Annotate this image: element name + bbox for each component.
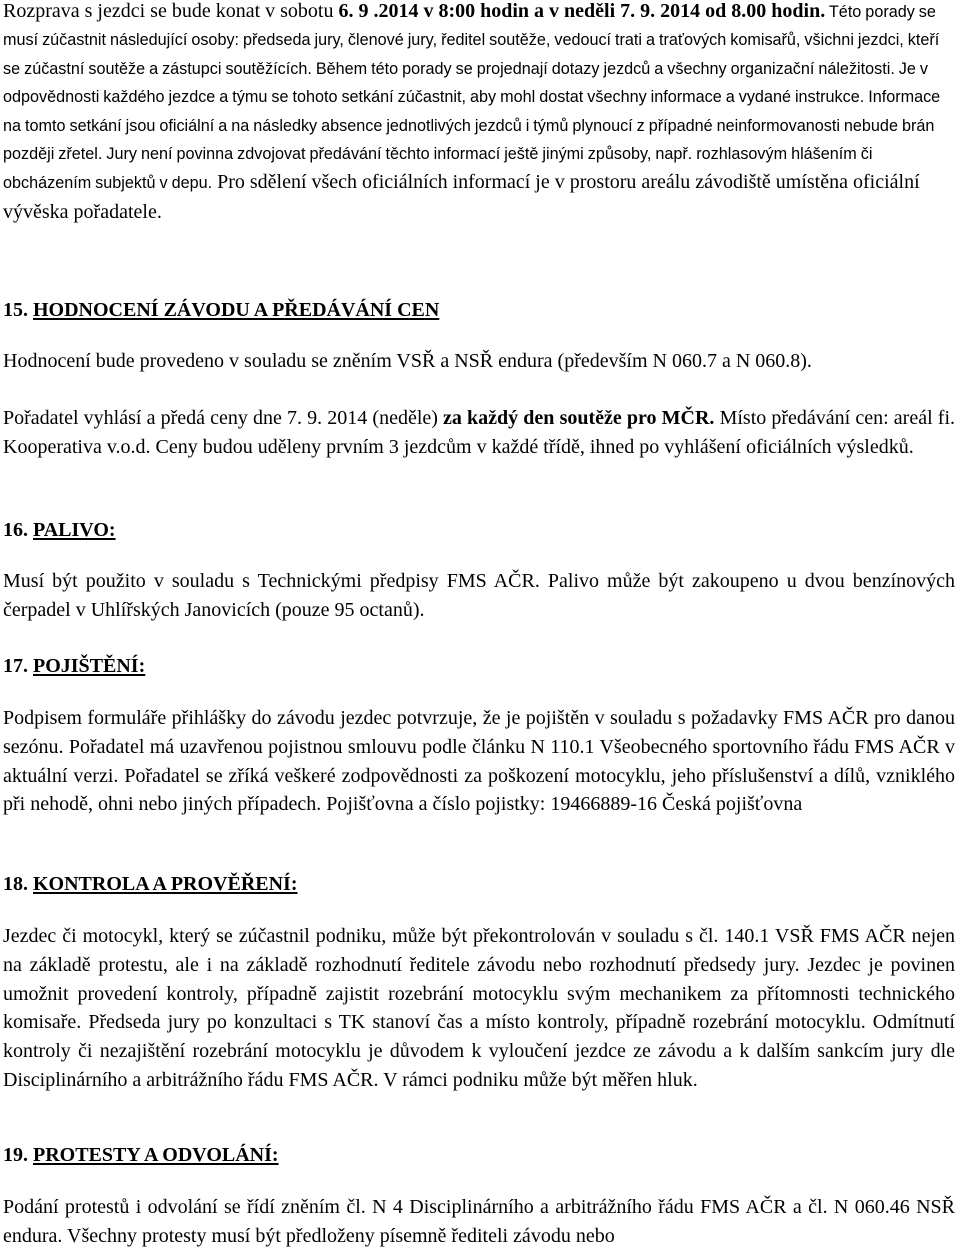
intro-tail-text: Pro sdělení všech oficiálních informací je v prostoru areálu závodiště umístěna oficiální vývěska pořadatele. [3, 171, 920, 223]
section-17-paragraph: Podpisem formuláře přihlášky do závodu jezdec potvrzuje, že je pojištěn v souladu s požadavky FMS AČR pro danou sezónu. Pořadatel má uzavřenou pojistnou smlouvu podle článku N 110.1 Všeobecného sportovního řádu FMS AČR v aktuální verzi. Pořadatel se zříká veškeré zodpovědnosti za poškození motocyklu, jeho příslušenství a dílů, vzniklého při nehodě, ohni nebo jiných případech. Pojišťovna a číslo pojistky: 19466889-16 Česká pojišťovna [3, 707, 955, 816]
section-15-p2-tail: Místo předávání cen: areál fi. Kooperativa v.o.d. Ceny budou uděleny prvním 3 jezdcům v každé třídě, ihned po vyhlášení oficiálních výsledků. [3, 407, 955, 458]
section-19-paragraph: Podání protestů i odvolání se řídí zněním čl. N 4 Disciplinárního a arbitrážního řádu FMS AČR a čl. N 060.46 NSŘ endura. Všechny protesty musí být předloženy písemně řediteli závodu nebo [3, 1196, 955, 1247]
section-19-title: PROTESTY A ODVOLÁNÍ: [33, 1144, 279, 1166]
section-15-p2-bold: za každý den soutěže pro MČR. [443, 407, 715, 429]
intro-body-text: Této porady se musí zúčastnit následující osoby: předseda jury, členové jury, ředitel soutěže, vedoucí trati a traťových komisařů, všichni jezdci, kteří se zúčastní soutěže a zástupci soutěžících. Během této porady se projednají dotazy jezdců a všechny organizační náležitosti. Je v odpovědnosti každého jezdce a týmu se tohoto setkání zúčastnit, aby mohl dostat všechny informace a vydané instrukce. Informace na tomto setkání jsou oficiální a na následky absence jednotlivých jezdců i týmů plynoucí z případné neinformovanosti nebude brán později zřetel. Jury není povinna zdvojovat předávání těchto informací ještě jinými způsoby, např. rozhlasovým hlášením či obcházením subjektů v depu. [3, 3, 941, 193]
section-19-number: 19. [3, 1144, 28, 1166]
section-16-number: 16. [3, 519, 28, 541]
intro-date-bold: 6. 9 .2014 v 8:00 hodin a v neděli 7. 9. 2014 od 8.00 hodin. [338, 0, 826, 22]
section-15-paragraph-1: Hodnocení bude provedeno v souladu se zněním VSŘ a NSŘ endura (především N 060.7 a N 060.8). [3, 350, 812, 372]
intro-lead-text: Rozprava s jezdci se bude konat v sobotu [3, 0, 339, 22]
section-18-number: 18. [3, 873, 28, 895]
section-15-title: HODNOCENÍ ZÁVODU A PŘEDÁVÁNÍ CEN [33, 299, 440, 321]
section-15-number: 15. [3, 299, 28, 321]
section-18-heading [3, 870, 955, 898]
intro-lead [3, 0, 825, 22]
section-17-number: 17. [3, 655, 28, 677]
section-17-title: POJIŠTĚNÍ: [33, 655, 146, 677]
section-16-title: PALIVO: [33, 519, 116, 541]
section-16-heading [3, 516, 955, 544]
section-15-paragraph-2 [3, 404, 955, 462]
section-17-heading [3, 652, 955, 680]
section-19-heading [3, 1141, 955, 1169]
section-15-heading [3, 296, 955, 324]
section-16-paragraph: Musí být použito v souladu s Technickými předpisy FMS AČR. Palivo může být zakoupeno u dvou benzínových čerpadel v Uhlířských Janovicích (pouze 95 octanů). [3, 570, 955, 621]
intro-paragraph [3, 0, 955, 227]
section-15-p2-text: Pořadatel vyhlásí a předá ceny dne 7. 9. 2014 (neděle) [3, 407, 444, 429]
section-18-paragraph: Jezdec či motocykl, který se zúčastnil podniku, může být překontrolován v souladu s čl. 140.1 VSŘ FMS AČR nejen na základě protestu, ale i na základě rozhodnutí ředitele závodu nebo rozhodnutí předsedy jury. Jezdec je povinen umožnit provedení kontroly, případně zajistit rozebrání motocyklu svým mechanikem za přítomnosti technického komisaře. Předseda jury po konzultaci s TK stanoví čas a místo kontroly, případně rozebrání motocyklu. Odmítnutí kontroly či nezajištění rozebrání motocyklu je důvodem k vyloučení jezdce ze závodu a k dalším sankcím jury dle Disciplinárního a arbitrážního řádu FMS AČR. V rámci podniku může být měřen hluk. [3, 925, 955, 1091]
section-18-title: KONTROLA A PROVĚŘENÍ: [33, 873, 298, 895]
